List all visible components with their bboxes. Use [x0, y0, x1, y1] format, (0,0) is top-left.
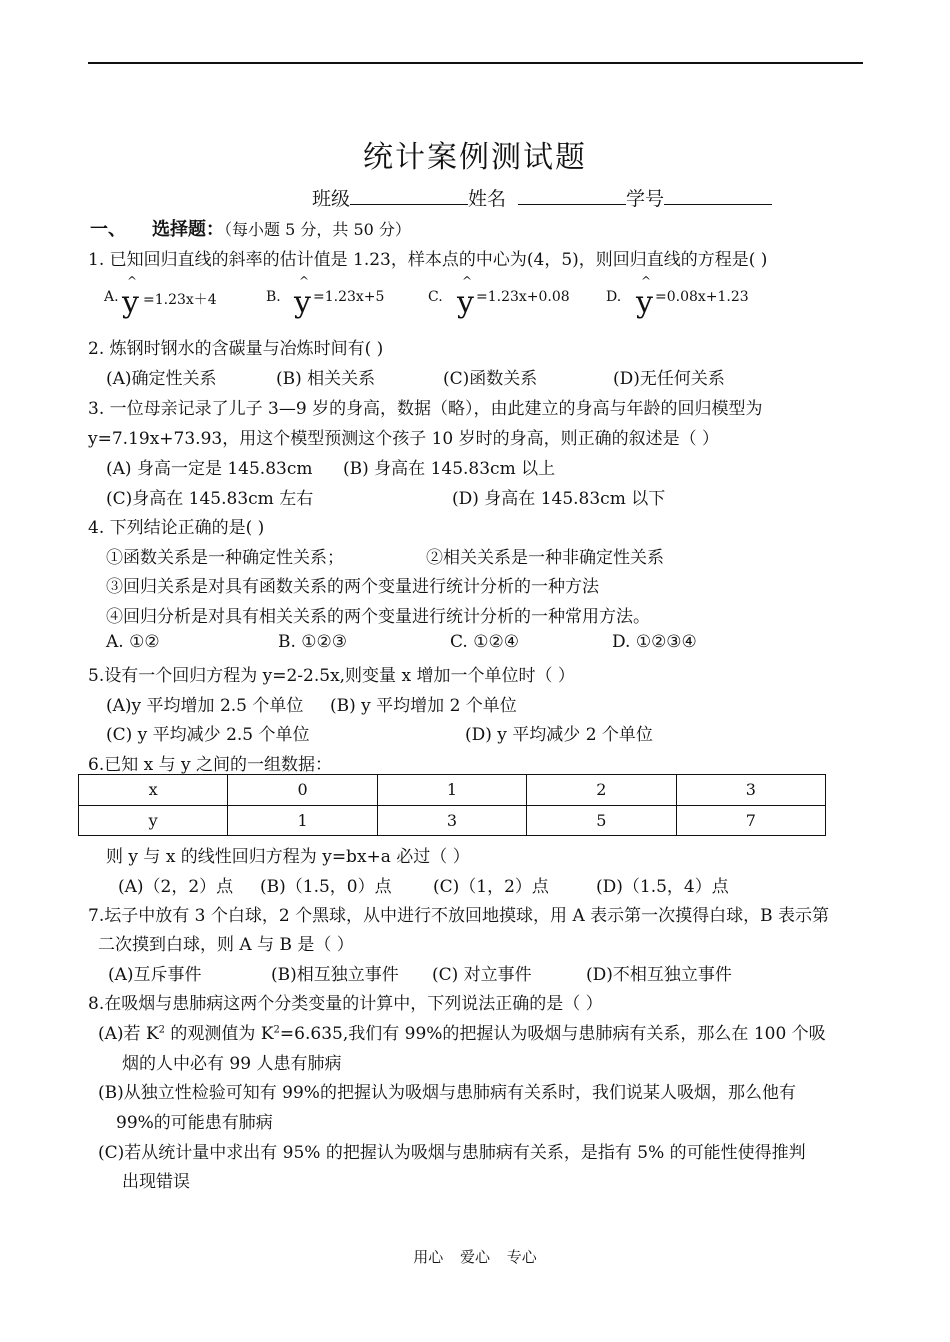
- question-2: 2. 炼钢时钢水的含碳量与冶炼时间有( ): [88, 339, 384, 359]
- q6-option-a: (A)（2，2）点: [118, 877, 234, 897]
- question-7-line2: 二次摸到白球，则 A 与 B 是（ ）: [98, 935, 354, 955]
- question-6: 6.已知 x 与 y 之间的一组数据：: [88, 755, 333, 775]
- q6-option-c: (C)（1，2）点: [433, 877, 549, 897]
- q2-option-d: (D)无任何关系: [613, 369, 725, 389]
- q5-option-b: (B) y 平均增加 2 个单位: [330, 696, 517, 716]
- table-cell: 1: [228, 805, 377, 836]
- table-cell: 3: [377, 805, 526, 836]
- q4-statement-1: ①函数关系是一种确定性关系；: [106, 548, 344, 568]
- section-heading: [90, 215, 411, 241]
- q8-option-a-line1: (A)若 $K^2$ 的观测值为 $K^2=6.635$,我们有 99%的把握认为吸烟与患肺病有关系，那么在 100 个吸: [98, 1024, 826, 1044]
- question-7-line1: 7.坛子中放有 3 个白球，2 个黑球，从中进行不放回地摸球，用 A 表示第一次摸得白球，B 表示第: [88, 906, 830, 926]
- q4-option-d: D. ①②③④: [612, 632, 697, 652]
- q7-option-b: (B)相互独立事件: [271, 965, 399, 985]
- question-3-line1: 3. 一位母亲记录了儿子 3—9 岁的身高，数据（略），由此建立的身高与年龄的回归模型为: [88, 399, 763, 419]
- q8-option-a-line2: 烟的人中必有 99 人患有肺病: [122, 1054, 342, 1074]
- header-rule: [88, 62, 863, 64]
- question-8: 8.在吸烟与患肺病这两个分类变量的计算中，下列说法正确的是（ ）: [88, 994, 603, 1014]
- id-label: 学号: [626, 188, 665, 210]
- q4-option-c: C. ①②④: [450, 632, 519, 652]
- q2-option-a: (A)确定性关系: [106, 369, 217, 389]
- q4-option-b: B. ①②③: [278, 632, 348, 652]
- table-row: [79, 775, 826, 806]
- q5-option-a: (A)y 平均增加 2.5 个单位: [106, 696, 304, 716]
- q3-option-b: (B) 身高在 145.83cm 以上: [343, 459, 556, 479]
- table-cell: 7: [676, 805, 825, 836]
- q3-option-c: (C)身高在 145.83cm 左右: [106, 489, 314, 509]
- q8-option-c-line1: (C)若从统计量中求出有 95% 的把握认为吸烟与患肺病有关系，是指有 5% 的可能性使得推判: [98, 1143, 806, 1163]
- q8-option-c-line2: 出现错误: [122, 1172, 190, 1192]
- question-3-line2: y=7.19x+73.93，用这个模型预测这个孩子 10 岁时的身高，则正确的叙述是（ ）: [88, 429, 720, 449]
- question-1: 1. 已知回归直线的斜率的估计值是 1.23，样本点的中心为(4，5)，则回归直线的方程是( ): [88, 250, 768, 270]
- q4-statement-4: ④回归分析是对具有相关关系的两个变量进行统计分析的一种常用方法。: [106, 607, 650, 627]
- table-row: [79, 805, 826, 836]
- q7-option-c: (C) 对立事件: [432, 965, 532, 985]
- student-info-line: [312, 184, 772, 211]
- q2-option-c: (C)函数关系: [443, 369, 538, 389]
- page-title: 统计案例测试题: [363, 140, 587, 175]
- q3-option-a: (A) 身高一定是 145.83cm: [106, 459, 313, 479]
- table-cell: x: [79, 775, 228, 806]
- table-cell: 3: [676, 775, 825, 806]
- q4-option-a: A. ①②: [106, 632, 160, 652]
- q8-option-b-line2: 99%的可能患有肺病: [116, 1113, 273, 1133]
- q4-statement-2: ②相关关系是一种非确定性关系: [426, 548, 664, 568]
- class-label: 班级: [312, 188, 351, 210]
- q6-option-b: (B)（1.5，0）点: [260, 877, 392, 897]
- name-label: 姓名: [468, 188, 507, 210]
- q2-option-b: (B) 相关关系: [276, 369, 376, 389]
- table-cell: 5: [527, 805, 676, 836]
- q7-option-d: (D)不相互独立事件: [586, 965, 732, 985]
- section-number: 一、: [90, 219, 126, 240]
- question-5: 5.设有一个回归方程为 y=2-2.5x,则变量 x 增加一个单位时（ ）: [88, 666, 575, 686]
- data-table: [78, 774, 826, 836]
- q5-option-c: (C) y 平均减少 2.5 个单位: [106, 725, 310, 745]
- id-blank[interactable]: [664, 186, 772, 205]
- q7-option-a: (A)互斥事件: [108, 965, 202, 985]
- table-cell: 2: [527, 775, 676, 806]
- q6-followup: 则 y 与 x 的线性回归方程为 y=bx+a 必过（ ）: [106, 847, 470, 867]
- q5-option-d: (D) y 平均减少 2 个单位: [465, 725, 653, 745]
- page-footer: 用心 爱心 专心: [413, 1248, 537, 1266]
- q4-statement-3: ③回归关系是对具有函数关系的两个变量进行统计分析的一种方法: [106, 577, 599, 597]
- table-cell: 0: [228, 775, 377, 806]
- table-cell: y: [79, 805, 228, 836]
- q8-option-b-line1: (B)从独立性检验可知有 99%的把握认为吸烟与患肺病有关系时，我们说某人吸烟，那么他有: [98, 1083, 796, 1103]
- q3-option-d: (D) 身高在 145.83cm 以下: [452, 489, 666, 509]
- section-note: （每小题 5 分，共 50 分）: [224, 220, 411, 239]
- q6-option-d: (D)（1.5，4）点: [596, 877, 729, 897]
- question-4: 4. 下列结论正确的是( ): [88, 518, 265, 538]
- class-blank[interactable]: [350, 186, 468, 205]
- section-title: 选择题：: [152, 219, 224, 240]
- table-cell: 1: [377, 775, 526, 806]
- name-blank[interactable]: [518, 186, 626, 205]
